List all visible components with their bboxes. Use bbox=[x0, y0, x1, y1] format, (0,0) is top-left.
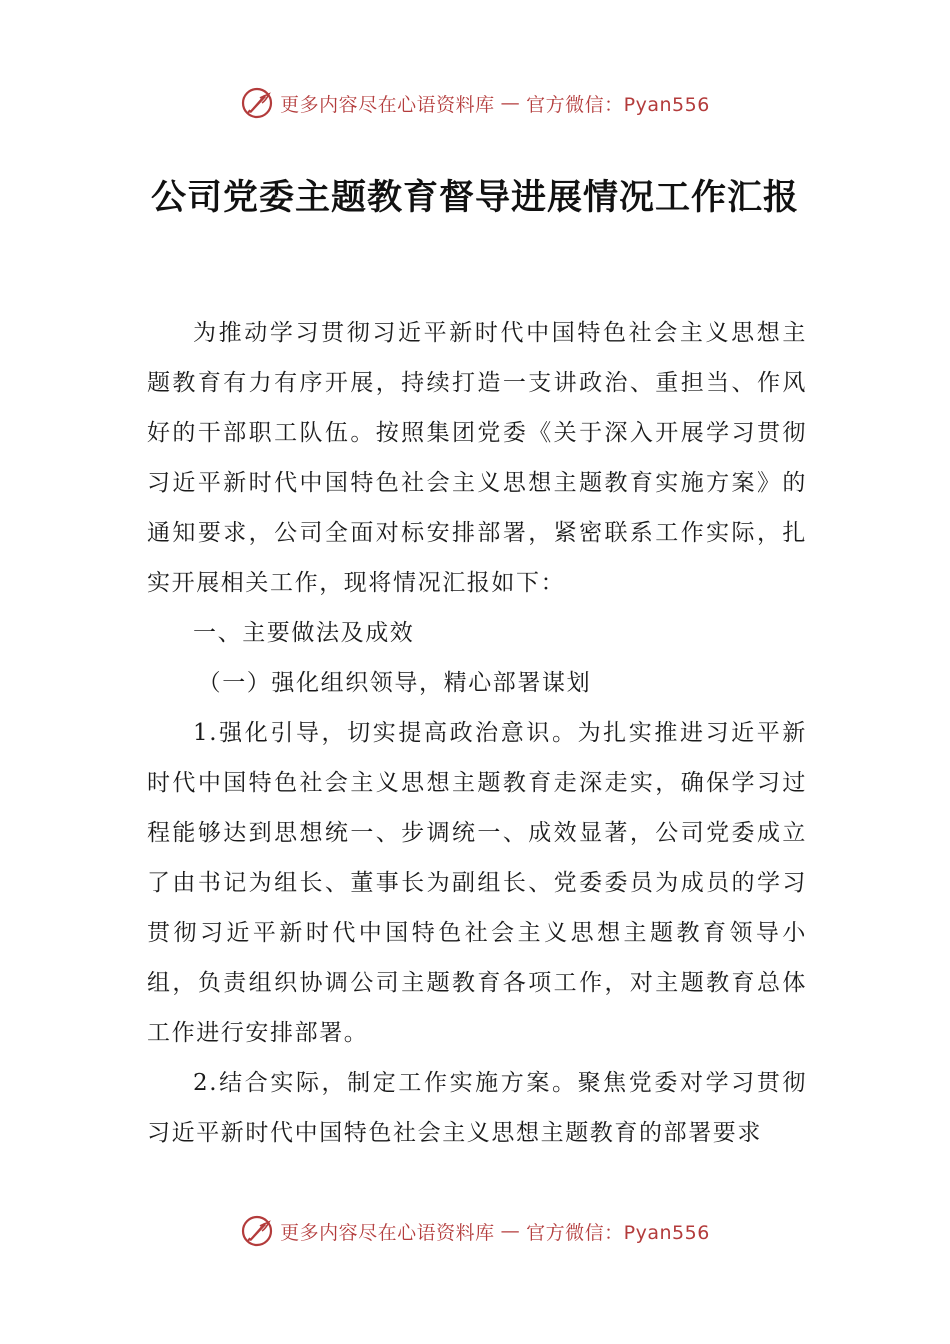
watermark-banner-top bbox=[0, 83, 950, 123]
subsection-heading: （一）强化组织领导，精心部署谋划 bbox=[197, 670, 592, 696]
watermark-wechat: 官方微信：Pyan556 bbox=[526, 93, 710, 116]
watermark-text: 更多内容尽在心语资料库 bbox=[280, 1221, 495, 1244]
quill-circle-logo-icon bbox=[240, 1214, 274, 1248]
item-paragraph-2: 2.结合实际，制定工作实施方案。聚焦党委对学习贯彻习近平新时代中国特色社会主义思想主题教育的部署要求 bbox=[147, 1070, 807, 1146]
document-title: 公司党委主题教育督导进展情况工作汇报 bbox=[150, 177, 799, 218]
watermark-separator: — bbox=[500, 92, 521, 114]
watermark-separator: — bbox=[500, 1220, 521, 1242]
item-paragraph-1: 1.强化引导，切实提高政治意识。为扎实推进习近平新时代中国特色社会主义思想主题教育走深走实，确保学习过程能够达到思想统一、步调统一、成效显著，公司党委成立了由书记为组长、董事长为副组长、党委委员为成员的学习贯彻习近平新时代中国特色社会主义思想主题教育领导小组，负责组织协调公司主题教育各项工作，对主题教育总体工作进行安排部署。 bbox=[147, 720, 807, 1046]
watermark-text: 更多内容尽在心语资料库 bbox=[280, 93, 495, 116]
section-heading: 一、主要做法及成效 bbox=[193, 620, 415, 646]
watermark-banner-bottom bbox=[0, 1211, 950, 1251]
watermark-wechat: 官方微信：Pyan556 bbox=[526, 1221, 710, 1244]
intro-paragraph: 为推动学习贯彻习近平新时代中国特色社会主义思想主题教育有力有序开展，持续打造一支讲政治、重担当、作风好的干部职工队伍。按照集团党委《关于深入开展学习贯彻习近平新时代中国特色社会主义思想主题教育实施方案》的通知要求，公司全面对标安排部署，紧密联系工作实际，扎实开展相关工作，现将情况汇报如下： bbox=[147, 320, 807, 596]
quill-circle-logo-icon bbox=[240, 86, 274, 120]
document-body bbox=[147, 308, 807, 1158]
